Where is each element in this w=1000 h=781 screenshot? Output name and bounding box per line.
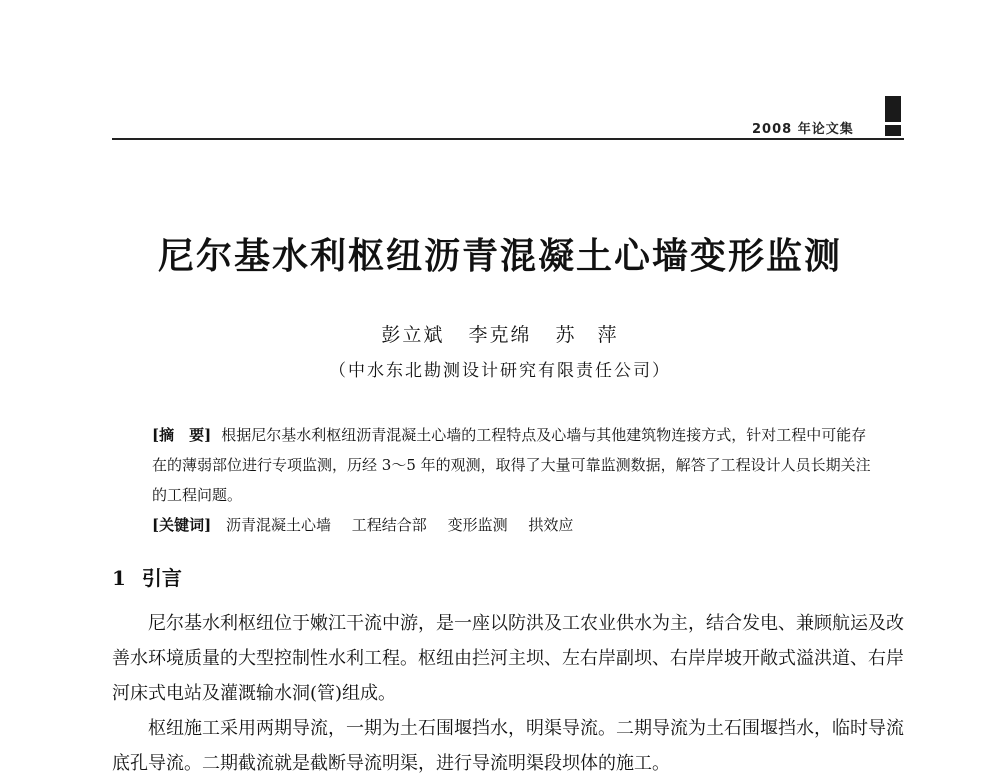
abstract-block [152,420,872,540]
paragraph: 尼尔基水利枢纽位于嫩江干流中游，是一座以防洪及工农业供水为主，结合发电、兼顾航运及改善水环境质量的大型控制性水利工程。枢纽由拦河主坝、左右岸副坝、右岸岸坡开敞式溢洪道、右岸河床式电站及灌溉输水洞(管)组成。 [112,613,904,704]
keyword: 拱效应 [528,516,574,534]
running-header: 2008 年论文集 [752,122,854,137]
body-text [112,606,912,781]
section-number: 1 [112,566,126,590]
author-2: 李克绵 [468,324,532,346]
keyword: 沥青混凝土心墙 [225,516,331,534]
keywords [152,510,872,540]
affiliation: （中水东北勘测设计研究有限责任公司） [329,361,671,381]
paragraph: 枢纽施工采用两期导流，一期为土石围堰挡水，明渠导流。二期导流为土石围堰挡水，临时导流底孔导流。二期截流就是截断导流明渠，进行导流明渠段坝体的施工。 [112,718,904,774]
abstract [152,420,872,510]
abstract-label: [摘 要] [152,426,212,444]
keyword: 变形监测 [447,516,508,534]
header-rule [112,138,904,140]
paper-title: 尼尔基水利枢纽沥青混凝土心墙变形监测 [157,235,842,277]
keyword: 工程结合部 [351,516,427,534]
abstract-text: 根据尼尔基水利枢纽沥青混凝土心墙的工程特点及心墙与其他建筑物连接方式，针对工程中可能存在的薄弱部位进行专项监测，历经 3～5 年的观测，取得了大量可靠监测数据，解答了工程设计人员长期关注的工程问题。 [152,426,871,504]
author-3: 苏 萍 [555,324,619,346]
header-marker [885,96,901,136]
authors [100,320,900,347]
section-heading [112,562,182,591]
keywords-label: [关键词] [152,516,212,534]
section-title: 引言 [141,566,182,590]
author-1: 彭立斌 [381,324,445,346]
